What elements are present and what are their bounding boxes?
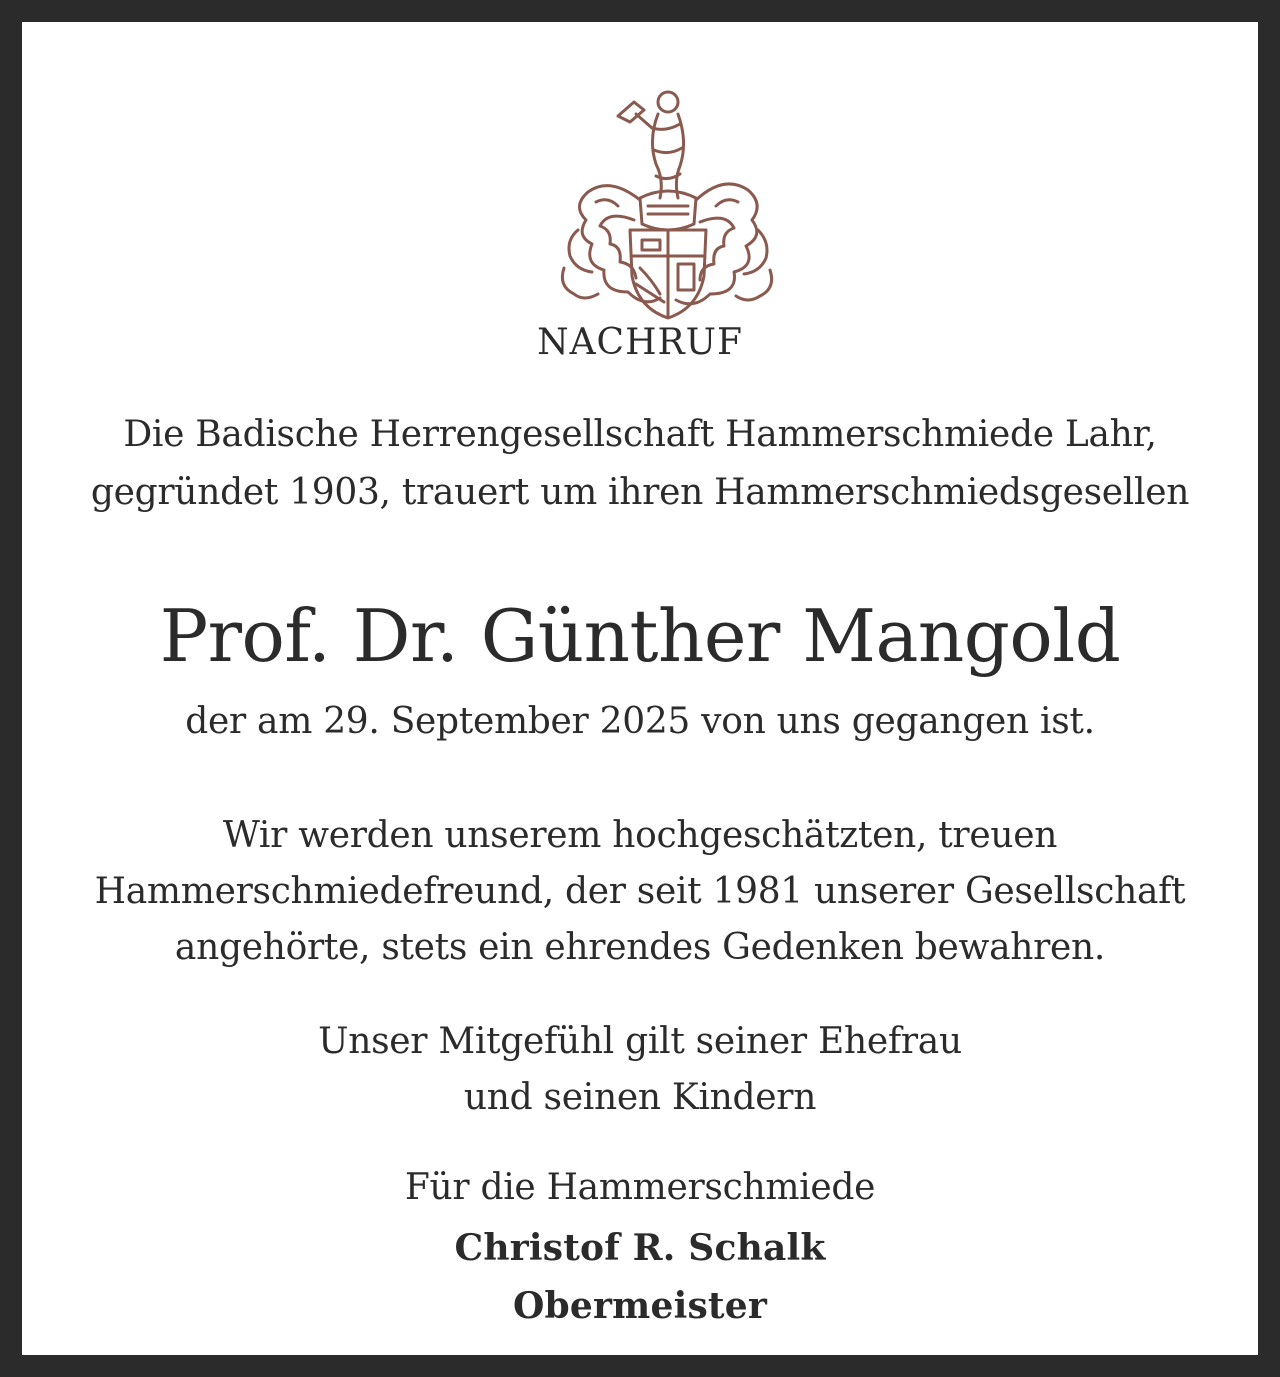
intro-line: Die Badische Herrengesellschaft Hammerschmiede Lahr, — [123, 414, 1157, 455]
signatory-title: Obermeister — [512, 1285, 768, 1327]
signatory-name: Christof R. Schalk — [454, 1227, 826, 1269]
notice-heading: NACHRUF — [537, 322, 743, 363]
sympathy-line: und seinen Kindern — [463, 1077, 817, 1118]
obituary-notice — [22, 22, 1258, 1355]
intro-line: gegründet 1903, trauert um ihren Hammerschmiedsgesellen — [90, 472, 1190, 513]
signature-organization: Für die Hammerschmiede — [404, 1167, 876, 1208]
deceased-name: Prof. Dr. Günther Mangold — [159, 594, 1121, 678]
coat-of-arms-icon — [548, 80, 778, 325]
tribute-line: Hammerschmiedefreund, der seit 1981 unserer Gesellschaft — [94, 871, 1186, 912]
tribute-line: angehörte, stets ein ehrendes Gedenken bewahren. — [174, 927, 1106, 968]
tribute-line: Wir werden unserem hochgeschätzten, treuen — [222, 815, 1058, 856]
date-line: der am 29. September 2025 von uns gegangen ist. — [185, 701, 1095, 742]
sympathy-line: Unser Mitgefühl gilt seiner Ehefrau — [318, 1021, 962, 1062]
